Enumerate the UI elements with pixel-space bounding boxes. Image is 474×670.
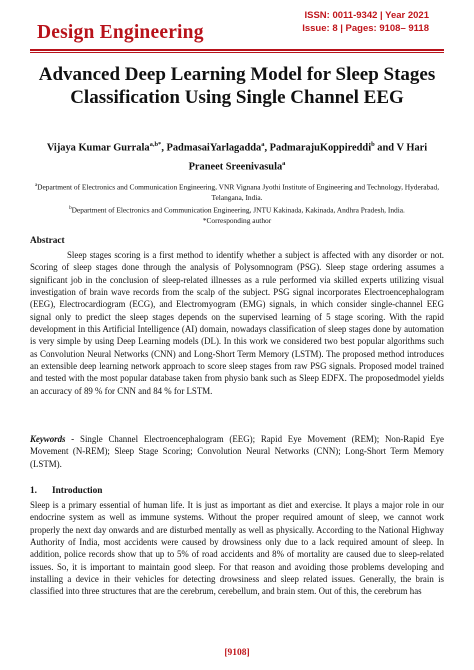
author-list [30,137,444,176]
page-number: [9108] [224,648,250,658]
issn-block [302,9,429,35]
keywords-label: Keywords - [30,434,75,444]
author-separator: , [264,142,270,154]
author-separator: , [161,142,167,154]
keywords [30,433,444,470]
author-sup: b [371,141,375,148]
issn-line: ISSN: 0011-9342 | Year 2021 [304,10,429,21]
affiliation-text: Department of Electronics and Communication Engineering, JNTU Kakinada, Kakinada, Andhra Pradesh, India. [71,205,405,215]
journal-name: Design Engineering [37,22,204,43]
affiliations [30,181,444,226]
abstract-text: Sleep stages scoring is a first method to identify whether a subject is affected with any disorder or not. Scoring of sleep stages done through the analysis of Polysomnogram (PSG). Sleep stage ordering assumes a significant job in the conclusion of sleep-related illnesses as a rule performed via skilled experts utilizing visual investigation of brain wave records from the scalp of the subject. PSG signal incorporates Electroencephalogram (EEG), Electrocardiogram (ECG), and Electromyogram (EMG) signals, in which consider single-channel EEG signal only to predict the sleep stages depends on the supervised learning of 5 stage scoring. With the rapid development in this Artificial Intelligence (AI) domain, nowadays classification of sleep stages done by automation is very simple by using Deep Learning models (DL). In this work we considered two best popular algorithms such as Convolution Neural Networks (CNN) and Long-Short Term Memory (LSTM). The proposed method introduces an extensible deep learning network approach to score sleep stages from raw PSG signals. Proposed model trained and tested with the most popular database taken from physio bank such as Sleep EDFX. The proposedmodel yields an accuracy of 89 % for CNN and 84 % for LSTM. [30,250,444,396]
section-title: Introduction [52,486,103,496]
author-name: PadmarajuKoppireddi [269,142,372,154]
author-sup: a [261,141,265,148]
keywords-text: Single Channel Electroencephalogram (EEG); Rapid Eye Movement (REM); Non-Rapid Eye Movement (N-REM); Sleep Stage Scoring; Convolution Neural Networks (CNN); Long-Short Term Memory (LSTM). [30,434,444,469]
author-name: PadmasaiYarlagadda [166,142,262,154]
affiliation-sup: b [69,205,72,211]
author-sup: a [282,160,286,168]
author-and: and [374,142,397,154]
corresponding-author: *Corresponding author [202,215,272,225]
issue-line: Issue: 8 | Pages: 9108– 9118 [302,23,429,34]
author-name: Vijaya Kumar Gurrala [46,142,150,154]
header-rule [30,49,444,51]
abstract-heading: Abstract [30,236,65,246]
affiliation-sup: a [34,183,38,188]
affiliation-a [30,181,444,204]
author-sup: a,b* [149,141,162,148]
section-number: 1. [30,486,37,496]
author-name: V Hari Praneet Sreenivasula [188,142,428,173]
paper-title: Advanced Deep Learning Model for Sleep Stages Classification Using Single Channel EEG [38,64,436,108]
affiliation-b [30,204,444,216]
introduction-heading [30,486,102,496]
header-rule-thin [30,52,444,53]
introduction-text: Sleep is a primary essential of human life. It is just as important as diet and exercise. It plays a major role in our endocrine system as well as immune systems. Without the proper required amount of sleep, we cannot work properly the next day onwards and are disturbed mentally as well as physically. According to the National Highway Authority of India, most accidents were caused by drowsiness only due to a lack required amount of sleep. In addition, police records show that up to 5% of road accidents and 8% of mortality are caused due to sleep-related issues. So, it is important to maintain good sleep. For that reason and avoiding those problems developing and installing a device in their vehicles for detecting drowsiness and sleep related issues. Generally, the brain is classified into three structures that are the cerebrum, cerebellum, and brain stem. Out of this, the cerebrum has [30,500,444,597]
affiliation-text: Department of Electronics and Communication Engineering, VNR Vignana Jyothi Institute of Engineering and Technology, Hyderabad, Telangana, India. [37,182,440,203]
